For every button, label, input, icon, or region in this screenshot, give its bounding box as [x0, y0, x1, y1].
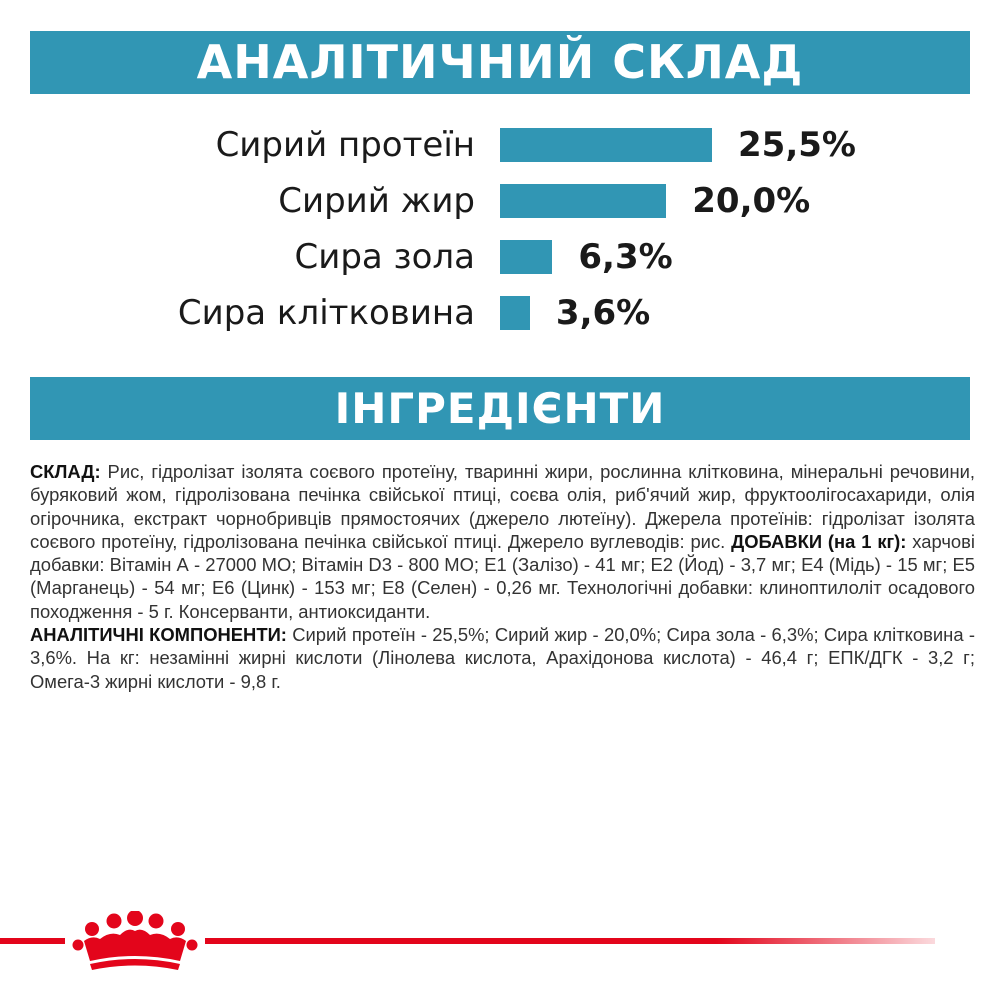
bar	[500, 296, 530, 330]
bar-value-label: 3,6%	[555, 293, 651, 333]
composition-paragraph	[30, 460, 975, 623]
royal-canin-crown-icon	[70, 911, 200, 973]
brand-footer	[0, 905, 1000, 975]
analytical-components-label: АНАЛІТИЧНІ КОМПОНЕНТИ:	[30, 624, 287, 646]
bar	[500, 240, 552, 274]
bar-label: Сира зола	[294, 237, 475, 277]
bar-value-label: 6,3%	[578, 237, 673, 277]
bar	[500, 184, 666, 218]
additives-label: ДОБАВКИ (на 1 кг):	[731, 530, 907, 552]
footer-red-line-right	[205, 938, 935, 944]
analytical-composition-heading: АНАЛІТИЧНИЙ СКЛАД	[30, 31, 970, 94]
composition-text: Рис, гідролізат ізолята соєвого протеїну, тваринні жири, рослинна клітковина, мінеральні речовини, буряковий жом, гідролізована печінка свійської птиці, соєва олія, риб'ячий жир, фруктоолігосахариди, олія огірочника, екстракт чорнобривців прямостоячих (джерело лютеїну). Джерела протеїнів: гідролізат ізолята соєвого протеїну, гідролізована печінка свійської птиці. Джерело вуглеводів: рис.	[30, 461, 975, 552]
bar-label: Сирий жир	[278, 181, 475, 221]
ingredients-heading: ІНГРЕДІЄНТИ	[30, 377, 970, 440]
analytical-components-paragraph	[30, 623, 975, 693]
bar-label: Сирий протеїн	[215, 125, 475, 165]
composition-label: СКЛАД:	[30, 461, 101, 482]
analytical-bar-chart	[0, 0, 1000, 360]
ingredients-text-block	[30, 460, 975, 693]
analytical-components-text: Сирий протеїн - 25,5%; Сирий жир - 20,0%; Сира зола - 6,3%; Сира клітковина - 3,6%. На кг: незамінні жирні кислоти (Лінолева кислота, Арахідонова кислота) - 46,4 г; ЕПК/ДГК - 3,2 г; Омега-3 жирні кислоти - 9,8 г.	[30, 624, 975, 692]
bar	[500, 128, 712, 162]
bar-value-label: 25,5%	[738, 125, 856, 165]
bar-label: Сира клітковина	[177, 293, 475, 333]
bar-value-label: 20,0%	[692, 181, 811, 221]
additives-text: харчові добавки: Вітамін А - 27000 МО; Вітамін D3 - 800 МО; Е1 (Залізо) - 41 мг; Е2 (Йод) - 3,7 мг; Е4 (Мідь) - 15 мг; Е5 (Марганець) - 54 мг; Е6 (Цинк) - 153 мг; Е8 (Селен) - 0,26 мг. Технологічні добавки: клиноптилоліт осадового походження - 5 г. Консерванти, антиоксиданти.	[30, 530, 976, 622]
footer-red-line-left	[0, 938, 65, 944]
